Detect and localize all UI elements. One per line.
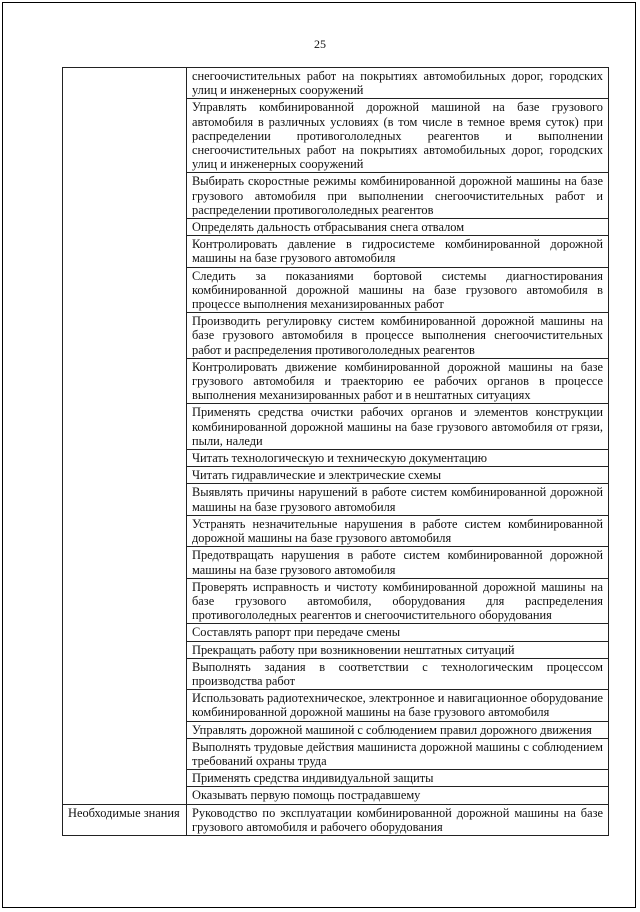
skills-row	[63, 68, 609, 805]
knowledge-items-cell	[187, 804, 609, 835]
skill-item: Следить за показаниями бортовой системы диагностирования комбинированной дорожной машины на базе грузового автомобиля в процессе выполнения механизированных работ	[187, 268, 608, 314]
skill-item: Устранять незначительные нарушения в работе систем комбинированной дорожной машины на базе грузового автомобиля	[187, 516, 608, 547]
skill-item: Определять дальность отбрасывания снега отвалом	[187, 219, 608, 236]
knowledge-label: Необходимые знания	[63, 804, 187, 835]
skill-item: Предотвращать нарушения в работе систем комбинированной дорожной машины на базе грузового автомобиля	[187, 547, 608, 578]
skill-item: Читать технологическую и техническую документацию	[187, 450, 608, 467]
requirements-table	[62, 67, 609, 836]
skill-item: Выявлять причины нарушений в работе систем комбинированной дорожной машины на базе грузового автомобиля	[187, 484, 608, 515]
skill-item: Контролировать давление в гидросистеме комбинированной дорожной машины на базе грузового автомобиля	[187, 236, 608, 267]
skill-item: Выполнять задания в соответствии с технологическим процессом производства работ	[187, 659, 608, 690]
skill-item: снегоочистительных работ на покрытиях автомобильных дорог, городских улиц и инженерных сооружений	[187, 68, 608, 99]
skill-item: Проверять исправность и чистоту комбинированной дорожной машины на базе грузового автомобиля, оборудования для распределения противогололедных реагентов и снегоочистительного оборудования	[187, 579, 608, 625]
skill-item: Составлять рапорт при передаче смены	[187, 624, 608, 641]
page-number: 25	[314, 37, 326, 51]
skill-item: Применять средства индивидуальной защиты	[187, 770, 608, 787]
skill-item: Читать гидравлические и электрические схемы	[187, 467, 608, 484]
skill-item: Выбирать скоростные режимы комбинированной дорожной машины на базе грузового автомобиля при выполнении снегоочистительных работ и распределении противогололедных реагентов	[187, 173, 608, 219]
knowledge-item: Руководство по эксплуатации комбинированной дорожной машины на базе грузового автомобиля и рабочего оборудования	[192, 805, 603, 834]
skill-item: Выполнять трудовые действия машиниста дорожной машины с соблюдением требований охраны труда	[187, 739, 608, 770]
skill-item: Производить регулировку систем комбинированной дорожной машины на базе грузового автомобиля в процессе выполнения снегоочистительных работ и распределения противогололедных реагентов	[187, 313, 608, 359]
skills-items-cell	[187, 68, 609, 805]
skill-item: Оказывать первую помощь пострадавшему	[192, 788, 421, 803]
skill-item: Прекращать работу при возникновении нештатных ситуаций	[187, 642, 608, 659]
knowledge-row	[63, 804, 609, 835]
skill-item: Применять средства очистки рабочих органов и элементов конструкции комбинированной дорожной машины на базе грузового автомобиля от грязи, пыли, наледи	[187, 404, 608, 450]
skills-label-cell	[63, 68, 187, 805]
skill-item: Контролировать движение комбинированной дорожной машины на базе грузового автомобиля и траекторию ее рабочих органов в процессе выполнения механизированных работ и в нештатных ситуациях	[187, 359, 608, 405]
skill-item: Управлять комбинированной дорожной машиной на базе грузового автомобиля в различных условиях (в том числе в темное время суток) при распределении противогололедных реагентов и выполнении снегоочистительных работ на покрытиях автомобильных дорог, городских улиц и инженерных сооружений	[187, 99, 608, 173]
skill-item: Использовать радиотехническое, электронное и навигационное оборудование комбинированной дорожной машины на базе грузового автомобиля	[187, 690, 608, 721]
skill-item: Управлять дорожной машиной с соблюдением правил дорожного движения	[187, 722, 608, 739]
